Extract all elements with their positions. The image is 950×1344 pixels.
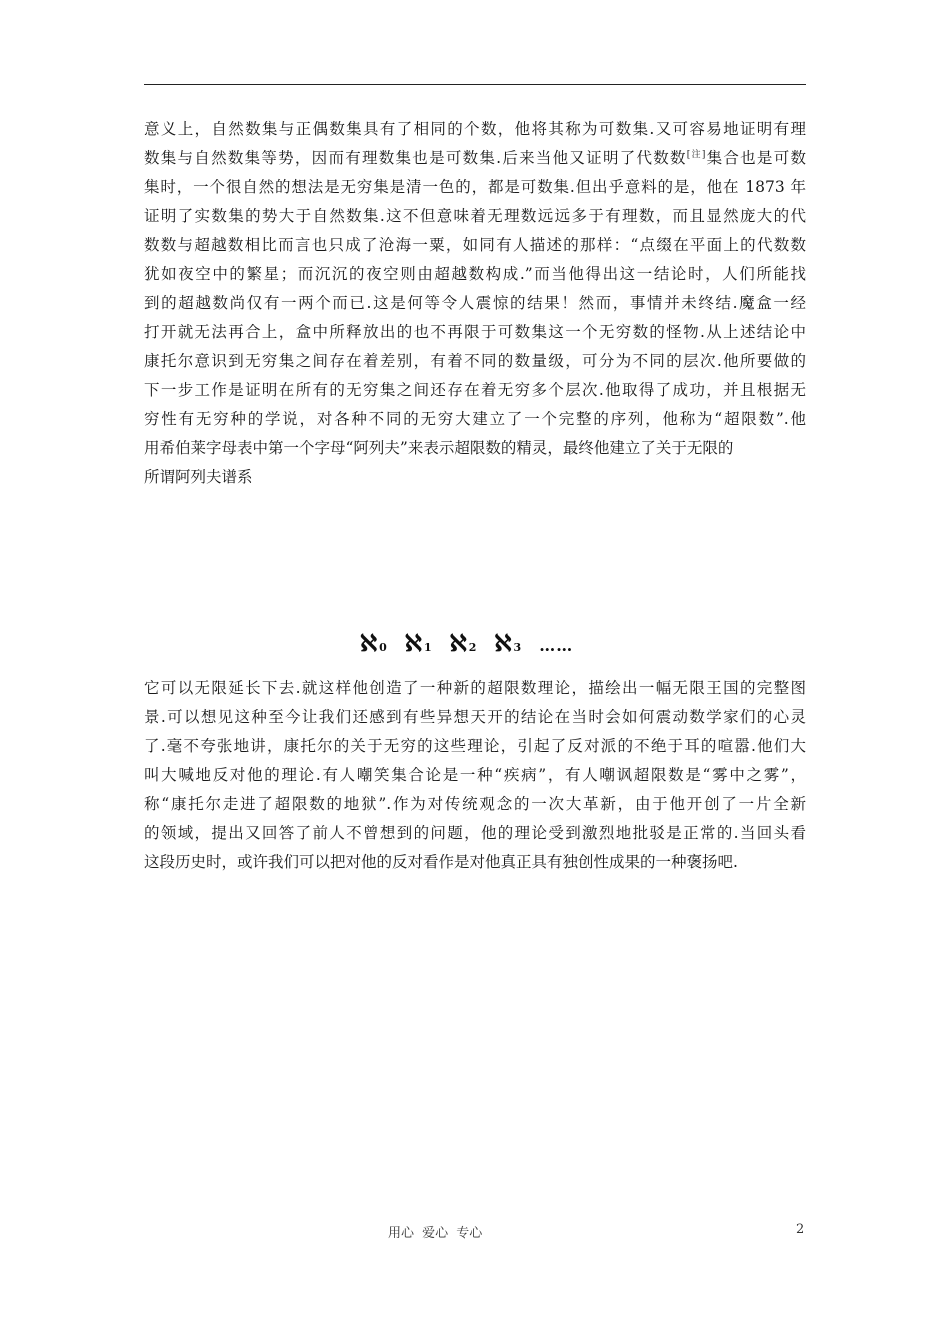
paragraph-line: 意义上，自然数集与正偶数集具有了相同的个数，他将其称为可数集.又可容易地证明有理 [144, 120, 806, 138]
paragraph-line: 证明了实数集的势大于自然数集.这不但意味着无理数远远多于有理数，而且显然庞大的代 [144, 207, 806, 225]
paragraph-line: 下一步工作是证明在所有的无穷集之间还存在着无穷多个层次.他取得了成功，并且根据无 [144, 381, 806, 399]
aleph-sequence-formula [360, 630, 592, 666]
aleph-2: ℵ 2 [449, 630, 477, 657]
aleph-ellipsis: …… [539, 636, 574, 655]
aleph-1: ℵ 1 [404, 630, 432, 657]
paragraph-line: 它可以无限延长下去.就这样他创造了一种新的超限数理论，描绘出一幅无限王国的完整图 [144, 679, 806, 697]
paragraph-line: 了.毫不夸张地讲，康托尔的关于无穷的这些理论，引起了反对派的不绝于耳的喧嚣.他们大 [144, 737, 806, 755]
aleph-0: ℵ 0 [360, 630, 387, 657]
paragraph-line: 所谓阿列夫谱系 [144, 468, 253, 486]
footer-motto: 用心 爱心 专心 [388, 1226, 483, 1241]
paragraph-line: 称“康托尔走进了超限数的地狱”.作为对传统观念的一次大革新，由于他开创了一片全新 [144, 795, 806, 813]
paragraph-line: 用希伯莱字母表中第一个字母“阿列夫”来表示超限数的精灵，最终他建立了关于无限的 [144, 439, 734, 457]
paragraph-line: 打开就无法再合上，盒中所释放出的也不再限于可数集这一个无穷数的怪物.从上述结论中 [144, 323, 806, 341]
paragraph-line: 到的超越数尚仅有一两个而已.这是何等令人震惊的结果！然而，事情并未终结.魔盒一经 [144, 294, 806, 312]
header-rule [144, 84, 806, 85]
paragraph-line: 集时，一个很自然的想法是无穷集是清一色的，都是可数集.但出乎意料的是，他在 1873 年 [144, 178, 806, 196]
paragraph-line: 叫大喊地反对他的理论.有人嘲笑集合论是一种“疾病”，有人嘲讽超限数是“雾中之雾”， [144, 766, 806, 784]
paragraph-line: 犹如夜空中的繁星；而沉沉的夜空则由超越数构成.”而当他得出这一结论时，人们所能找 [144, 265, 806, 283]
paragraph-line: 穷性有无穷种的学说，对各种不同的无穷大建立了一个完整的序列，他称为“超限数”.他 [144, 410, 806, 428]
paragraph-line: 的领域，提出又回答了前人不曾想到的问题，他的理论受到激烈地批驳是正常的.当回头看 [144, 824, 806, 842]
paragraph-2 [144, 674, 806, 877]
paragraph-1 [144, 115, 806, 492]
paragraph-line: 景.可以想见这种至今让我们还感到有些异想天开的结论在当时会如何震动数学家们的心灵 [144, 708, 806, 726]
paragraph-line: 数数与超越数相比而言也只成了沧海一粟，如同有人描述的那样：“点缀在平面上的代数数 [144, 236, 806, 254]
paragraph-line: 康托尔意识到无穷集之间存在着差别，有着不同的数量级，可分为不同的层次.他所要做的 [144, 352, 806, 370]
page-number: 2 [796, 1222, 805, 1237]
paragraph-line: 这段历史时，或许我们可以把对他的反对看作是对他真正具有独创性成果的一种褒扬吧. [144, 853, 738, 871]
aleph-3: ℵ 3 [494, 630, 522, 657]
paragraph-line: 数集与自然数集等势，因而有理数集也是可数集.后来当他又证明了代数数[注]集合也是可数 [144, 149, 806, 167]
footnote-marker: [注] [686, 150, 706, 160]
